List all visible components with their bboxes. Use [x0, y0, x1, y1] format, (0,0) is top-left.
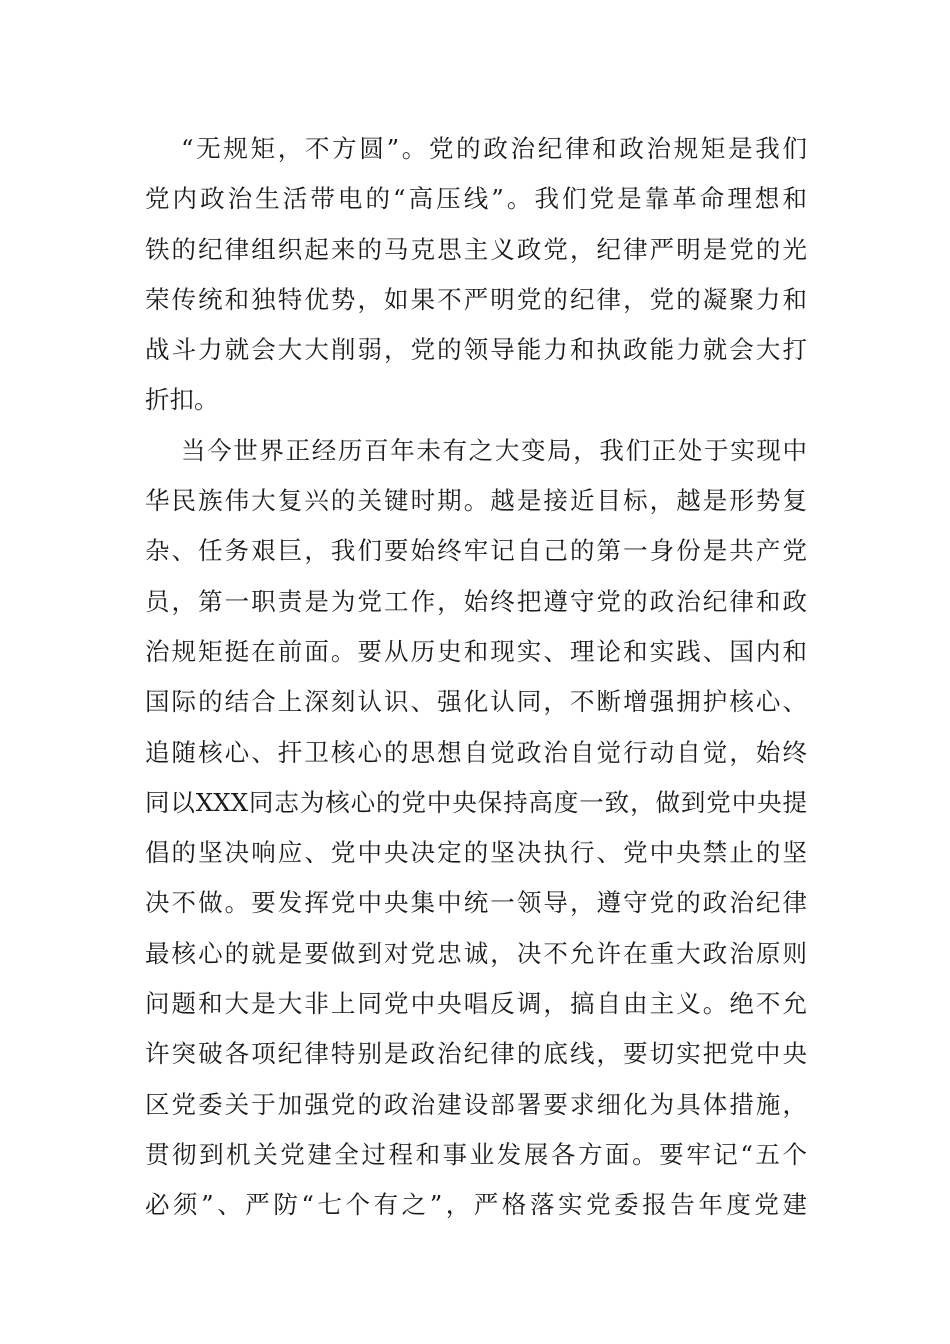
text-line: 员，第一职责是为党工作，始终把遵守党的政治纪律和政	[145, 586, 807, 616]
text-line: 追随核心、扞卫核心的思想自觉政治自觉行动自觉，始终	[145, 737, 807, 767]
text-line: 国际的结合上深刻认识、强化认同，不断增强拥护核心、	[145, 687, 807, 717]
text-line: 必须”、严防“七个有之”，严格落实党委报告年度党建	[145, 1190, 807, 1220]
text-line: 当今世界正经历百年未有之大变局，我们正处于实现中	[181, 435, 807, 465]
text-line: 铁的纪律组织起来的马克思主义政党，纪律严明是党的光	[145, 234, 807, 264]
text-line: 党内政治生活带电的“高压线”。我们党是靠革命理想和	[145, 184, 807, 214]
text-line: 同以XXX同志为核心的党中央保持高度一致，做到党中央提	[145, 787, 807, 817]
text-line: 华民族伟大复兴的关键时期。越是接近目标，越是形势复	[145, 486, 807, 516]
text-line: 杂、任务艰巨，我们要始终牢记自己的第一身份是共产党	[145, 536, 807, 566]
text-line: 倡的坚决响应、党中央决定的坚决执行、党中央禁止的坚	[145, 838, 807, 868]
text-line: 决不做。要发挥党中央集中统一领导，遵守党的政治纪律	[145, 888, 807, 918]
document-page	[145, 124, 807, 1231]
paragraph-1	[145, 124, 807, 426]
text-line: 折扣。	[145, 385, 219, 415]
text-line: 荣传统和独特优势，如果不严明党的纪律，党的凝聚力和	[145, 284, 807, 314]
text-line: 战斗力就会大大削弱，党的领导能力和执政能力就会大打	[145, 335, 807, 365]
text-line: 贯彻到机关党建全过程和事业发展各方面。要牢记“五个	[145, 1139, 807, 1169]
paragraph-2	[145, 426, 807, 1231]
text-line: 许突破各项纪律特别是政治纪律的底线，要切实把党中央	[145, 1039, 807, 1069]
text-line: 问题和大是大非上同党中央唱反调，搞自由主义。绝不允	[145, 989, 807, 1019]
text-line: “无规矩，不方圆”。党的政治纪律和政治规矩是我们	[181, 134, 807, 163]
text-line: 最核心的就是要做到对党忠诚，决不允许在重大政治原则	[145, 938, 807, 968]
text-line: 区党委关于加强党的政治建设部署要求细化为具体措施，	[145, 1089, 807, 1119]
text-line: 治规矩挺在前面。要从历史和现实、理论和实践、国内和	[145, 636, 807, 666]
